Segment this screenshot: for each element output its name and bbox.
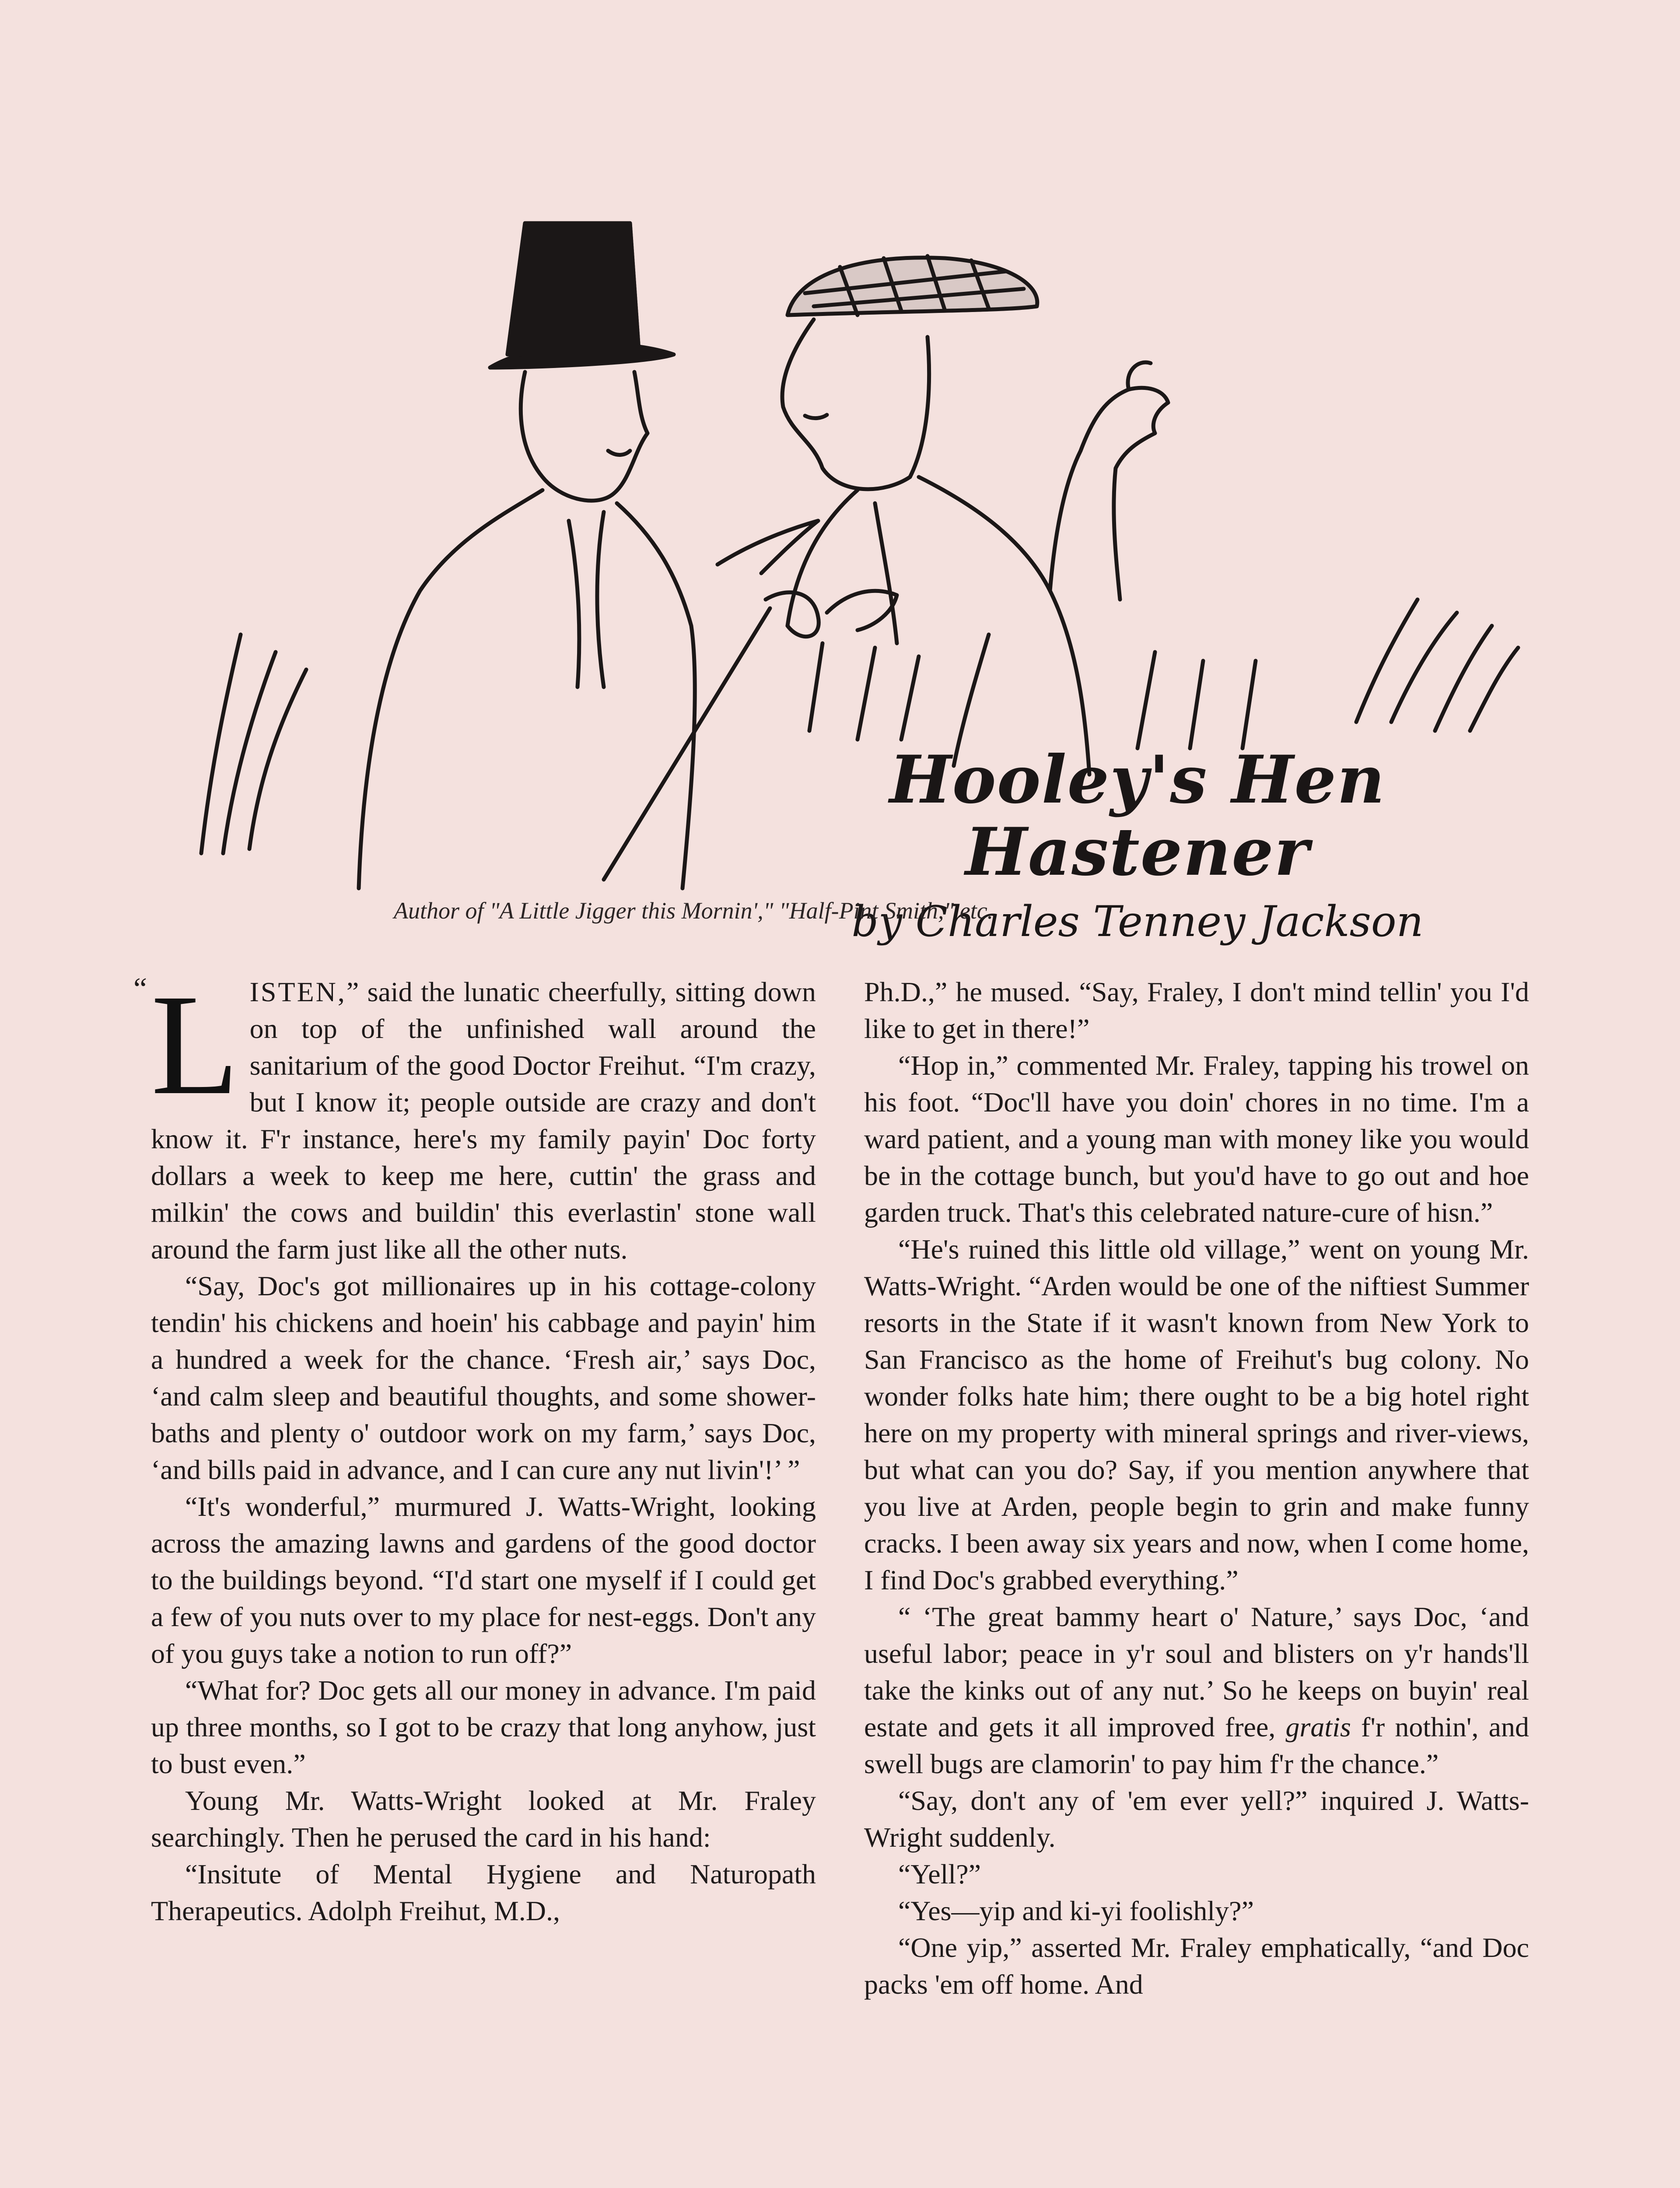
paragraph: “Say, Doc's got millionaires up in his cottage-colony tendin' his chickens and hoein' his cabbage and payin' him a hundred a week for the chance. ‘Fresh air,’ says Doc, ‘and calm sleep and beautiful thoughts, and some shower-baths and plenty o' outdoor work on my farm,’ says Doc, ‘and bills paid in advance, and I can cure any nut livin'!’ ” [151,1270,816,1485]
lead-quote: “ [133,972,147,1006]
story-title: Hooley's Hen Hastener [889,741,1386,891]
paragraph: “Say, don't any of 'em ever yell?” inquired J. Watts-Wright suddenly. [864,1785,1529,1853]
right-column [864,974,1529,2003]
left-column [133,965,816,1929]
paragraph: “It's wonderful,” murmured J. Watts-Wright, looking across the amazing lawns and gardens of the good doctor to the buildings beyond. “I'd start one myself if I could get a few of you nuts over to my place for nest-eggs. Don't any of you guys take a notion to run off?” [151,1491,816,1669]
paragraph: “He's ruined this little old village,” went on young Mr. Watts-Wright. “Arden would be one of the niftiest Summer resorts in the State if it wasn't known from New York to San Francisco as the home of Freihut's bug colony. No wonder folks hate him; there ought to be a big hotel right here on my property with mineral springs and river-views, but what can you do? Say, if you mention anywhere that you live at Arden, people begin to grin and make funny cracks. I been away six years and now, when I come home, I find Doc's grabbed everything.” [864,1234,1529,1595]
paragraph-text: f'r nothin', and swell bugs are clamorin' to pay him f'r the chance.” [864,1711,1530,1779]
author-note: Author of "A Little Jigger this Mornin'," "Half-Pint Smith," etc. [394,898,994,924]
lead-word: ISTEN, [249,976,346,1007]
paragraph-text: “ ‘The great bammy heart o' Nature,’ says Doc, ‘and useful labor; peace in y'r soul and blisters on y'r hands'll take the kinks out of any nut.’ So he keeps on buyin' real estate and gets it all improved free, [864,1601,1529,1743]
drop-cap: L [151,965,239,1125]
paragraph: “One yip,” asserted Mr. Fraley emphatically, “and Doc packs 'em off home. And [864,1932,1529,2000]
paragraph: Young Mr. Watts-Wright looked at Mr. Fraley searchingly. Then he perused the card in his hand: [151,1785,816,1853]
paragraph: “What for? Doc gets all our money in advance. I'm paid up three months, so I got to be crazy that long anyhow, just to bust even.” [151,1675,816,1779]
paragraph [864,1599,1529,1782]
byline: by Charles Tenney Jackson [851,897,1424,946]
paragraph [133,965,816,1268]
paragraph-text: ” said the lunatic cheerfully, sitting down on top of the unfinished wall around the sanitarium of the good Doctor Freihut. “I'm crazy, but I know it; people outside are crazy and don't know it. F'r instance, here's my family payin' Doc forty dollars a week to keep me here, cuttin' the grass and milkin' the cows and buildin' this everlastin' stone wall around the farm just like all the other nuts. [151,976,816,1265]
paragraph: “Insitute of Mental Hygiene and Naturopath Therapeutics. Adolph Freihut, M.D., [151,1858,816,1926]
paragraph: “Yes—yip and ki-yi foolishly?” [898,1895,1254,1926]
paragraph: Ph.D.,” he mused. “Say, Fraley, I don't mind tellin' you I'd like to get in there!” [864,976,1529,1044]
italic-word: gratis [1285,1711,1351,1743]
paragraph: “Yell?” [898,1858,981,1890]
paragraph: “Hop in,” commented Mr. Fraley, tapping his trowel on his foot. “Doc'll have you doin' chores in no time. I'm a ward patient, and a young man with money like you would be in the cottage bunch, but you'd have to go out and hoe garden truck. That's this celebrated nature-cure of hisn.” [864,1050,1529,1228]
